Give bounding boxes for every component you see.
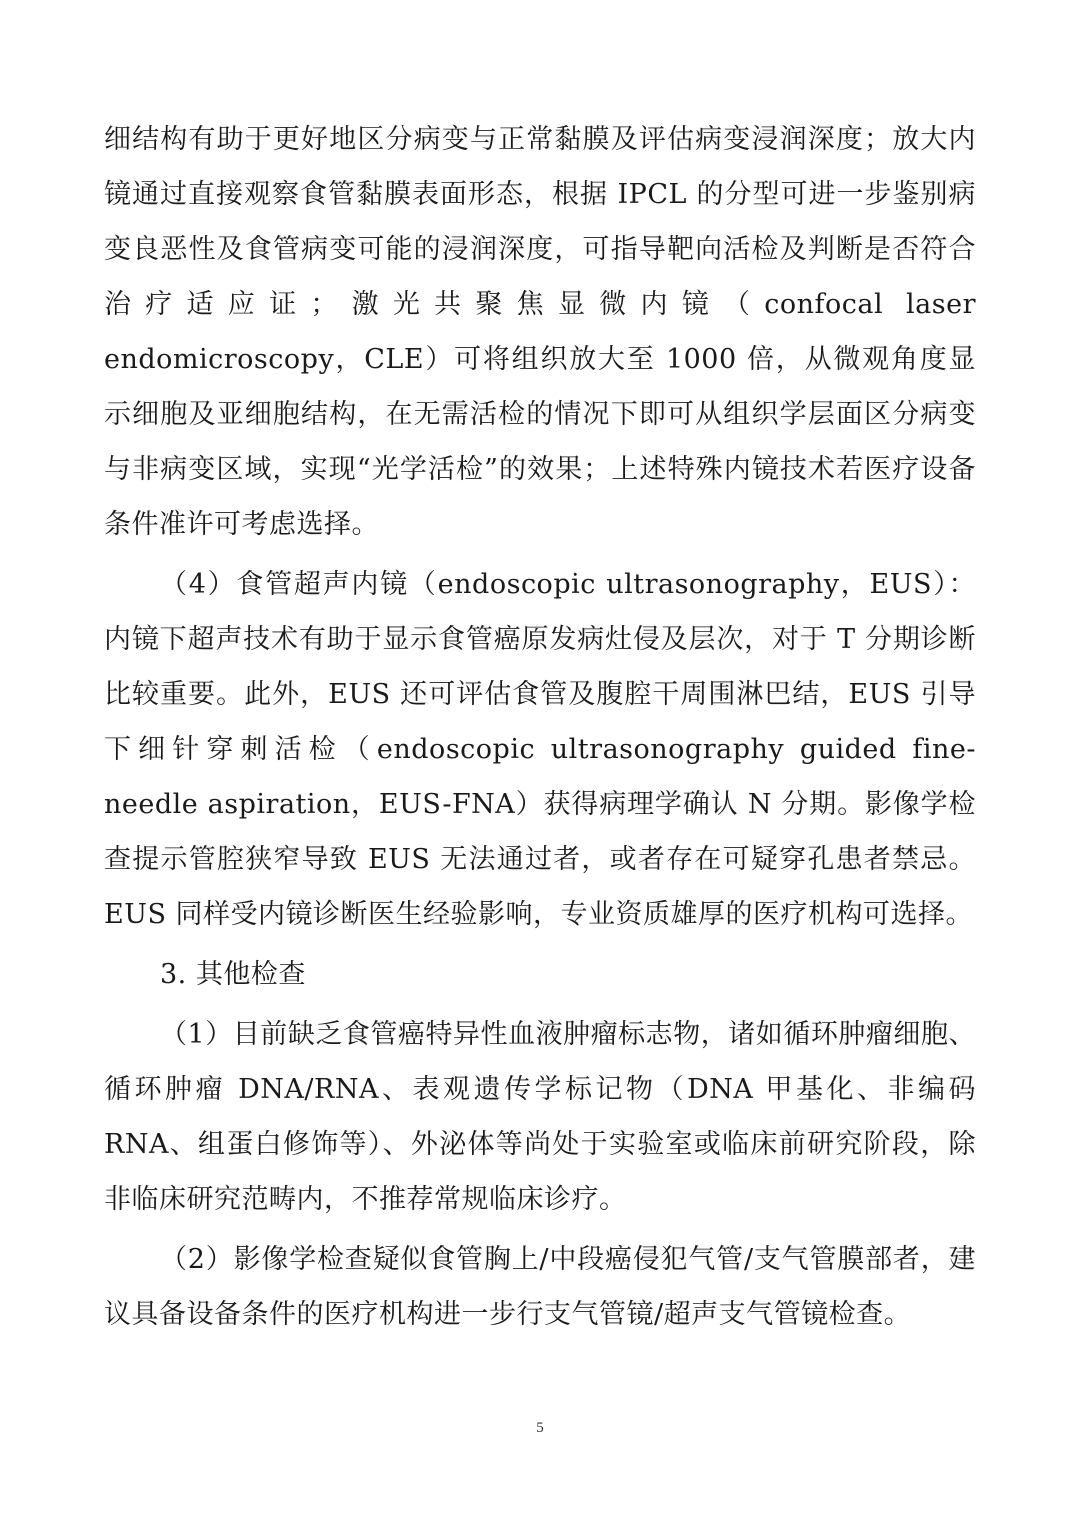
paragraph-tumor-markers: （1）目前缺乏食管癌特异性血液肿瘤标志物，诸如循环肿瘤细胞、循环肿瘤 DNA/RNA、表观遗传学标记物（DNA 甲基化、非编码 RNA、组蛋白修饰等）、外泌体等尚处于实验室或临床前研究阶段，除非临床研究范畴内，不推荐常规临床诊疗。 (104, 1019, 976, 1215)
page-number: 5 (536, 1420, 544, 1436)
paragraph-eus: （4）食管超声内镜（endoscopic ultrasonography，EUS）：内镜下超声技术有助于显示食管癌原发病灶侵及层次，对于 T 分期诊断比较重要。此外，EUS 还可评估食管及腹腔干周围淋巴结，EUS 引导下细针穿刺活检（endoscopic ultrasonography guided fine-needle aspiration，EUS-FNA）获得病理学确认 N 分期。影像学检查提示管腔狭窄导致 EUS 无法通过者，或者存在可疑穿孔患者禁忌。EUS 同样受内镜诊断医生经验影响，专业资质雄厚的医疗机构可选择。 (104, 569, 976, 930)
section-heading-other-exams: 3. 其他检查 (160, 959, 306, 990)
paragraph-special-endoscopy-continued: 细结构有助于更好地区分病变与正常黏膜及评估病变浸润深度；放大内镜通过直接观察食管黏膜表面形态，根据 IPCL 的分型可进一步鉴别病变良恶性及食管病变可能的浸润深度，可指导靶向活检及判断是否符合治疗适应证；激光共聚焦显微内镜（confocal laser endomicroscopy，CLE）可将组织放大至 1000 倍，从微观角度显示细胞及亚细胞结构，在无需活检的情况下即可从组织学层面区分病变与非病变区域，实现“光学活检”的效果；上述特殊内镜技术若医疗设备条件准许可考虑选择。 (104, 124, 976, 540)
paragraph-bronchoscopy: （2）影像学检查疑似食管胸上/中段癌侵犯气管/支气管膜部者，建议具备设备条件的医疗机构进一步行支气管镜/超声支气管镜检查。 (104, 1244, 976, 1330)
body-text (104, 112, 976, 1347)
